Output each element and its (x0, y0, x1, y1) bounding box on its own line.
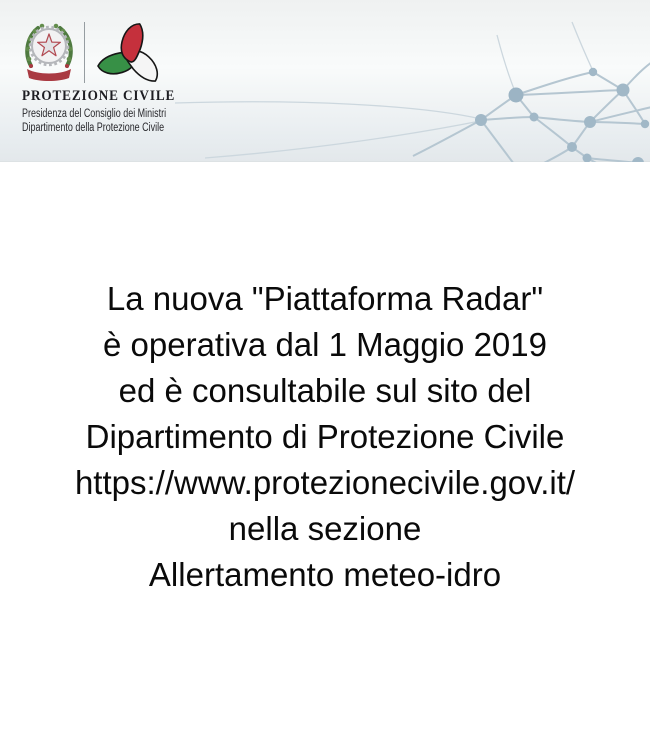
announcement-line-6: nella sezione (228, 510, 422, 547)
announcement-line-1: La nuova "Piattaforma Radar" (106, 280, 544, 317)
brand-subtitle-dipartimento: Dipartimento della Protezione Civile (22, 121, 165, 134)
announcement-line-2: è operativa dal 1 Maggio 2019 (103, 326, 547, 363)
brand-divider (84, 22, 85, 83)
brand-title: PROTEZIONE CIVILE (22, 88, 176, 104)
brand-subtitles (22, 108, 166, 135)
italian-republic-emblem-icon (21, 19, 77, 85)
brand-subtitle-presidenza: Presidenza del Consiglio dei Ministri (22, 108, 167, 120)
announcement-line-3: ed è consultabile sul sito del (118, 372, 532, 409)
protezione-civile-logo-icon (95, 13, 167, 89)
announcement-url-text[interactable]: https://www.protezionecivile.gov.it/ (74, 464, 576, 501)
announcement-block (0, 162, 650, 598)
announcement-line-4: Dipartimento di Protezione Civile (85, 418, 565, 455)
announcement-line-7: Allertamento meteo-idro (148, 556, 502, 593)
header-banner (0, 0, 650, 162)
